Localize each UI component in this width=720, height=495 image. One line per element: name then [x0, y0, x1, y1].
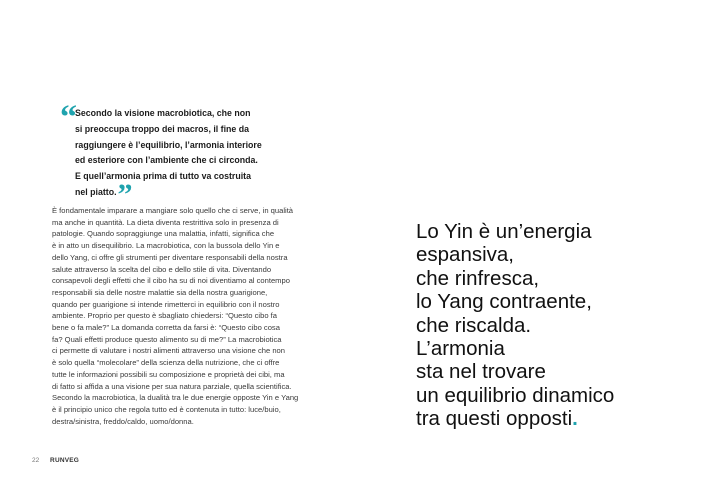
brand-name: RUNVEG: [50, 457, 80, 464]
body-line: dello Yang, ci offre gli strumenti per diventare responsabili della nostra: [52, 252, 288, 262]
body-line: è in atto un disequilibrio. La macrobiotica, con la bussola dello Yin e: [52, 241, 280, 251]
close-quote-mark: ”: [117, 177, 131, 211]
body-line: quando per guarigione si intende rimetterci in equilibrio con il nostro: [52, 299, 280, 309]
statement-line: Lo Yin è un’energia: [416, 220, 592, 243]
quote-line: raggiungere è l’equilibrio, l’armonia interiore: [75, 139, 262, 150]
body-line: ma anche in quantità. La dieta diventa restrittiva solo in presenza di: [52, 217, 279, 227]
accent-period: .: [572, 407, 578, 431]
quote-line: si preoccupa troppo dei macros, il fine da: [75, 123, 250, 134]
page-footer: [32, 457, 79, 465]
statement-line: L’armonia: [416, 337, 505, 361]
body-line: di fatto si affida a una visione per sua natura parziale, quella scientifica.: [52, 381, 292, 391]
statement-line: un equilibrio dinamico: [416, 383, 615, 407]
body-line: È fondamentale imparare a mangiare solo quello che ci serve, in qualità: [52, 206, 294, 215]
statement-line: che riscalda.: [416, 313, 532, 337]
body-line: patologie. Quando sopraggiunge una malattia, infatti, significa che: [52, 229, 275, 239]
body-line: fa? Quali effetti produce questo alimento su di me?” La macrobiotica: [52, 334, 282, 344]
quote-line: E quell’armonia prima di tutto va costruita: [75, 171, 251, 182]
quote-line: ed esteriore con l’ambiente che ci circonda.: [75, 155, 258, 166]
body-line: bene o fa male?” La domanda corretta da farsi è: “Questo cibo cosa: [52, 323, 280, 333]
body-line: tutte le informazioni possibili su composizione e proprietà dei cibi, ma: [52, 369, 285, 379]
statement-line: sta nel trovare: [416, 360, 546, 384]
body-line: Secondo la macrobiotica, la dualità tra le due energie opposte Yin e Yang: [52, 393, 299, 403]
statement-line: che rinfresca,: [416, 266, 540, 290]
statement-line: tra questi opposti: [416, 407, 573, 431]
body-line: ci permette di valutare i nostri alimenti attraverso una visione che non: [52, 346, 285, 356]
body-line: è solo quella “molecolare” della scienza della nutrizione, che ci offre: [52, 358, 280, 368]
quote-line: Secondo la visione macrobiotica, che non: [75, 108, 251, 118]
body-line: destra/sinistra, freddo/caldo, uomo/donna.: [52, 416, 194, 426]
open-quote-mark: “: [60, 99, 75, 136]
body-line: consapevoli degli effetti che il cibo ha su di noi diventiamo al contempo: [52, 276, 290, 286]
body-line: è il principio unico che regola tutto ed è contenuta in tutto: luce/buio,: [52, 404, 281, 414]
statement-line: espansiva,: [416, 243, 515, 267]
body-line: responsabili sia delle nostre malattie sia della nostra guarigione,: [52, 287, 268, 297]
body-paragraph: [52, 205, 327, 427]
statement-line-last: [416, 407, 706, 430]
body-line: ambiente. Proprio per questo è sbagliato chiedersi: “Questo cibo fa: [52, 311, 277, 321]
quote-line: nel piatto.: [75, 186, 117, 197]
body-line: salute attraverso la scelta del cibo e dello stile di vita. Diventando: [52, 264, 272, 274]
highlight-statement: [416, 220, 706, 431]
page-number: 22: [32, 457, 40, 464]
statement-line: lo Yang contraente,: [416, 290, 592, 314]
